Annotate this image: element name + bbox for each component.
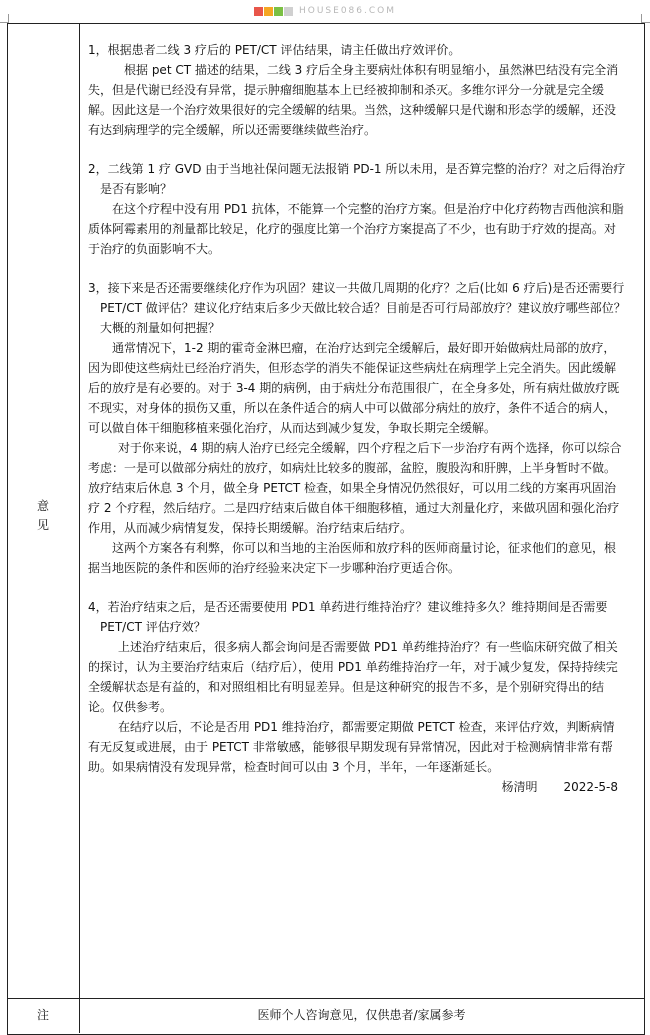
signature-date: 2022-5-8 <box>563 780 618 794</box>
watermark-logo-icon <box>254 7 293 16</box>
answer-3-2: 对于你来说，4 期的病人治疗已经完全缓解，四个疗程之后下一步治疗有两个选择，你可以综合考虑：一是可以做部分病灶的放疗，如病灶比较多的腹部，盆腔，腹股沟和肝脾，上半身暂时不做。放疗结束后休息 3 个月，做全身 PETCT 检查，如果全身情况仍然很好，可以用二线的方案再巩固治疗 2 个疗程，然后结疗。二是四疗结束后做自体干细胞移植，通过大剂量化疗，来做巩固和强化治疗作用，从而减少病情复发，保持长期缓解。治疗结束后结疗。 <box>88 441 622 535</box>
column-divider <box>79 23 80 1033</box>
question-1: 1，根据患者二线 3 疗后的 PET/CT 评估结果，请主任做出疗效评价。 <box>88 43 461 57</box>
opinion-label: 意 见 <box>36 499 49 532</box>
note-label: 注 <box>36 1008 49 1022</box>
signature-name: 杨清明 <box>501 780 538 794</box>
watermark <box>0 0 650 22</box>
note-text: 医师个人咨询意见，仅供患者/家属参考 <box>257 1008 466 1022</box>
crop-mark-left <box>0 14 9 23</box>
watermark-text: HOUSE086.COM <box>298 6 396 16</box>
crop-mark-right <box>641 14 650 23</box>
signature <box>88 777 626 797</box>
row-divider <box>7 998 644 999</box>
answer-2-1: 在这个疗程中没有用 PD1 抗体，不能算一个完整的治疗方案。但是治疗中化疗药物吉西他滨和脂质体阿霉素用的剂量都比较足，化疗的强度比第一个治疗方案提高了不少，也有助于疗效的提高。对于治疗的负面影响不大。 <box>88 202 624 256</box>
answer-1-1: 根据 pet CT 描述的结果，二线 3 疗后全身主要病灶体积有明显缩小，虽然淋巴结没有完全消失，但是代谢已经没有异常，提示肿瘤细胞基本上已经被抑制和杀灭。多维尔评分一分就是完全缓解。因此这是一个治疗效果很好的完全缓解的结果。当然，这种缓解只是代谢和形态学的缓解，还没有达到病理学的完全缓解，所以还需要继续做些治疗。 <box>88 63 619 137</box>
answer-4-1: 上述治疗结束后，很多病人都会询问是否需要做 PD1 单药维持治疗？有一些临床研究做了相关的探讨，认为主要治疗结束后（结疗后），使用 PD1 单药维持治疗一年，对于减少复发，保持持续完全缓解状态是有益的，和对照组相比有明显差异。但是这种研究的报告不多，是个别研究得出的结论。仅供参考。 <box>88 640 618 714</box>
answer-3-1: 通常情况下，1-2 期的霍奇金淋巴瘤，在治疗达到完全缓解后，最好即开始做病灶局部的放疗，因为即使这些病灶已经治疗消失，但形态学的消失不能保证这些病灶在病理学上完全消失。因此缓解后的放疗是有必要的。对于 3-4 期的病例，由于病灶分布范围很广，在全身多处，所有病灶做放疗既不现实，对身体的损伤又重，所以在条件适合的病人中可以做部分病灶的放疗，条件不适合的病人，可以做自体干细胞移植来强化治疗，从而达到减少复发，争取长期完全缓解。 <box>88 341 620 435</box>
question-4: 4，若治疗结束之后，是否还需要使用 PD1 单药进行维持治疗？建议维持多久？维持期间是否需要 PET/CT 评估疗效？ <box>88 600 608 634</box>
answer-3-3: 这两个方案各有利弊，你可以和当地的主治医师和放疗科的医师商量讨论，征求他们的意见，根据当地医院的条件和医师的治疗经验来决定下一步哪种治疗更适合你。 <box>88 541 617 575</box>
opinion-content <box>88 40 626 797</box>
question-2: 2，二线第 1 疗 GVD 由于当地社保问题无法报销 PD-1 所以未用，是否算完整的治疗？对之后得治疗是否有影响？ <box>88 162 626 196</box>
answer-4-2: 在结疗以后，不论是否用 PD1 维持治疗，都需要定期做 PETCT 检查，来评估疗效，判断病情有无反复或进展，由于 PETCT 非常敏感，能够很早期发现有异常情况，因此对于检测病情非常有帮助。如果病情没有发现异常，检查时间可以由 3 个月，半年，一年逐渐延长。 <box>88 720 615 774</box>
question-3: 3，接下来是否还需要继续化疗作为巩固？建议一共做几周期的化疗？之后(比如 6 疗后)是否还需要行 PET/CT 做评估？建议化疗结束后多少天做比较合适？目前是否可行局部放疗？建议放疗哪些部位？大概的剂量如何把握？ <box>88 281 626 335</box>
